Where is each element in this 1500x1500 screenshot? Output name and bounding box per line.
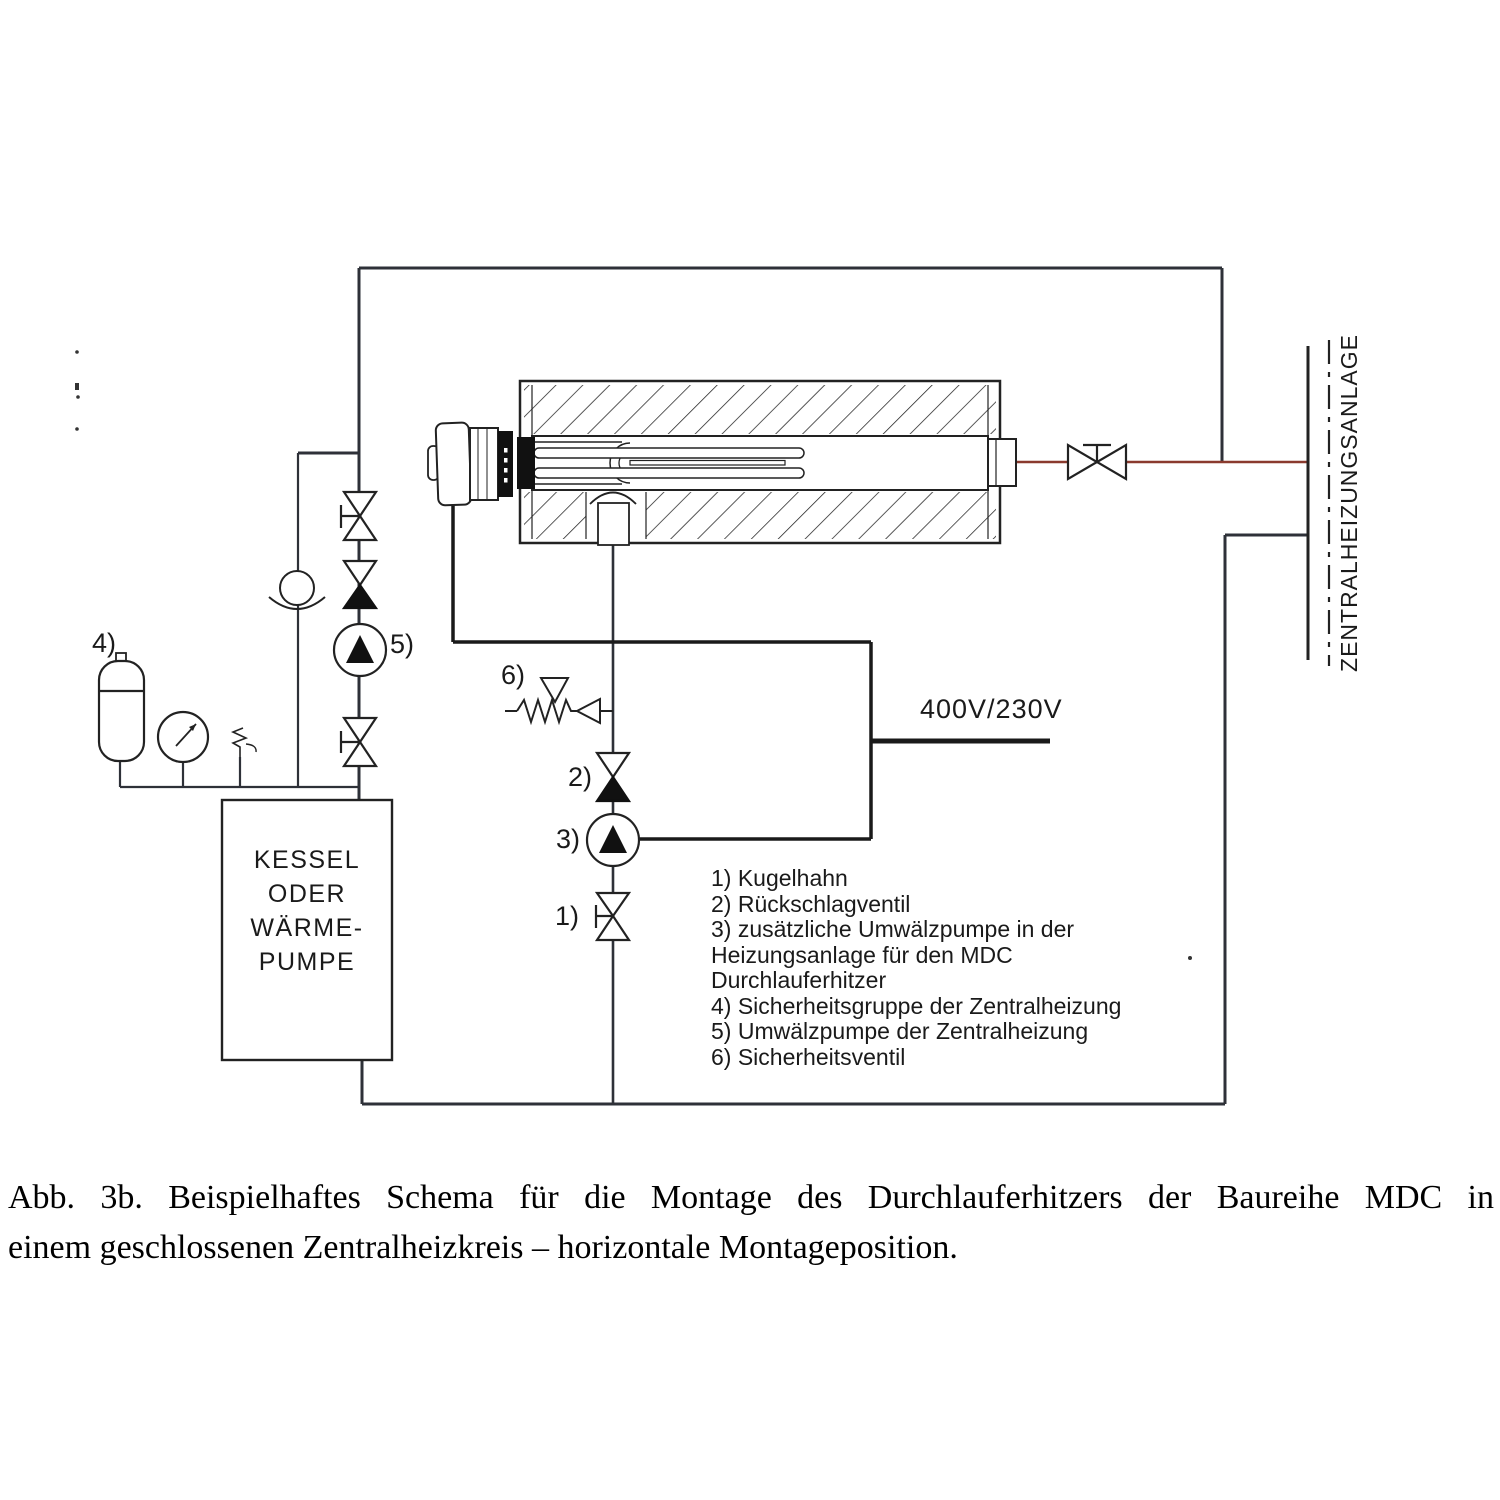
ball-valve-icon	[1068, 445, 1126, 479]
callout-1: 1)	[555, 901, 580, 931]
ball-valve-icon	[596, 893, 629, 940]
electrical-wiring	[453, 502, 1050, 839]
legend-line: Heizungsanlage für den MDC	[711, 941, 1013, 968]
heater-cross-section-icon	[428, 381, 1016, 545]
legend-line: Durchlauferhitzer	[711, 967, 887, 993]
power-supply-label: 400V/230V	[920, 694, 1063, 724]
legend	[711, 866, 1121, 1070]
callout-6: 6)	[501, 660, 526, 690]
caption-line-2: einem geschlossenen Zentralheizkreis – horizontale Montageposition.	[8, 1229, 958, 1266]
air-vent-icon	[269, 571, 325, 609]
boiler-label-line: PUMPE	[258, 948, 356, 976]
boiler-label-line: WÄRME-	[250, 914, 364, 942]
expansion-vessel-icon	[99, 653, 144, 761]
figure-caption	[8, 1173, 1494, 1273]
pump-icon	[334, 624, 386, 676]
gate-valve-icon	[341, 718, 376, 766]
boiler-label	[222, 843, 392, 979]
check-valve-icon	[344, 561, 376, 608]
callout-4: 4)	[92, 628, 117, 658]
callout-3: 3)	[556, 824, 581, 854]
central-heating-wall	[1308, 340, 1329, 666]
check-valve-icon	[597, 753, 629, 801]
pressure-gauge-icon	[158, 712, 208, 762]
boiler-label-line: KESSEL	[253, 846, 361, 874]
pump-icon	[587, 814, 639, 866]
callout-5: 5)	[390, 629, 415, 659]
legend-line: 2) Rückschlagventil	[711, 890, 911, 917]
legend-line: 4) Sicherheitsgruppe der Zentralheizung	[711, 992, 1122, 1019]
legend-line: 5) Umwälzpumpe der Zentralheizung	[711, 1018, 1089, 1044]
legend-line: 3) zusätzliche Umwälzpumpe in der	[711, 916, 1075, 942]
gate-valve-icon	[341, 492, 376, 540]
caption-line-1: Abb. 3b. Beispielhaftes Schema für die Montage des Durchlauferhitzers der Baureihe MDC in	[8, 1179, 1494, 1216]
central-heating-system-label: ZENTRALHEIZUNGSANLAGE	[1336, 334, 1362, 672]
boiler-label-line: ODER	[267, 880, 347, 908]
callout-2: 2)	[568, 762, 593, 792]
drain-valve-icon	[233, 728, 256, 757]
legend-line: 6) Sicherheitsventil	[711, 1043, 906, 1070]
legend-line: 1) Kugelhahn	[711, 865, 848, 891]
